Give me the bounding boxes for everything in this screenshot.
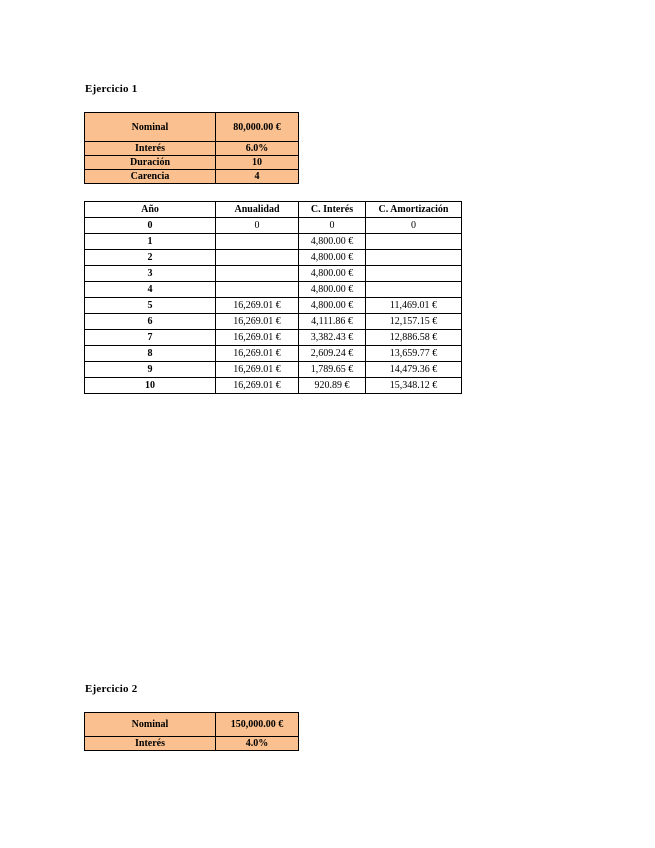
cell-ano: 5 bbox=[85, 298, 216, 314]
table-row bbox=[85, 314, 462, 330]
param-label-carencia: Carencia bbox=[85, 170, 216, 184]
cell-anualidad: 16,269.01 € bbox=[216, 362, 299, 378]
param-value-nominal: 150,000.00 € bbox=[216, 713, 299, 737]
param-value-interes: 4.0% bbox=[216, 737, 299, 751]
table-row bbox=[85, 282, 462, 298]
cell-c-amortizacion: 11,469.01 € bbox=[366, 298, 462, 314]
cell-c-amortizacion: 14,479.36 € bbox=[366, 362, 462, 378]
cell-ano: 1 bbox=[85, 234, 216, 250]
cell-ano: 10 bbox=[85, 378, 216, 394]
cell-ano: 3 bbox=[85, 266, 216, 282]
cell-ano: 7 bbox=[85, 330, 216, 346]
table-row bbox=[85, 266, 462, 282]
column-header-anualidad: Anualidad bbox=[216, 202, 299, 218]
cell-c-interes: 2,609.24 € bbox=[299, 346, 366, 362]
cell-c-interes: 4,800.00 € bbox=[299, 250, 366, 266]
ejercicio-1-params-table bbox=[84, 112, 299, 184]
cell-c-interes: 4,111.86 € bbox=[299, 314, 366, 330]
cell-ano: 9 bbox=[85, 362, 216, 378]
cell-c-interes: 0 bbox=[299, 218, 366, 234]
ejercicio-2-title: Ejercicio 2 bbox=[85, 683, 138, 695]
cell-ano: 2 bbox=[85, 250, 216, 266]
cell-c-amortizacion: 12,886.58 € bbox=[366, 330, 462, 346]
param-label-interes: Interés bbox=[85, 142, 216, 156]
cell-anualidad bbox=[216, 282, 299, 298]
cell-anualidad bbox=[216, 266, 299, 282]
cell-c-interes: 3,382.43 € bbox=[299, 330, 366, 346]
ejercicio-1-title: Ejercicio 1 bbox=[85, 83, 138, 95]
cell-c-amortizacion: 15,348.12 € bbox=[366, 378, 462, 394]
cell-anualidad: 16,269.01 € bbox=[216, 298, 299, 314]
param-label-nominal: Nominal bbox=[85, 113, 216, 142]
table-row bbox=[85, 250, 462, 266]
cell-anualidad: 16,269.01 € bbox=[216, 346, 299, 362]
table-row bbox=[85, 298, 462, 314]
cell-c-amortizacion bbox=[366, 250, 462, 266]
cell-ano: 0 bbox=[85, 218, 216, 234]
table-row bbox=[85, 234, 462, 250]
ejercicio-2-params-table bbox=[84, 712, 299, 751]
cell-c-amortizacion: 0 bbox=[366, 218, 462, 234]
param-value-interes: 6.0% bbox=[216, 142, 299, 156]
param-label-duracion: Duración bbox=[85, 156, 216, 170]
table-row bbox=[85, 330, 462, 346]
cell-c-amortizacion: 13,659.77 € bbox=[366, 346, 462, 362]
table-row bbox=[85, 346, 462, 362]
cell-c-amortizacion bbox=[366, 266, 462, 282]
column-header-c-amortizacion: C. Amortización bbox=[366, 202, 462, 218]
param-label-interes: Interés bbox=[85, 737, 216, 751]
cell-anualidad bbox=[216, 250, 299, 266]
cell-c-interes: 4,800.00 € bbox=[299, 234, 366, 250]
cell-c-interes: 920.89 € bbox=[299, 378, 366, 394]
param-value-carencia: 4 bbox=[216, 170, 299, 184]
table-row bbox=[85, 378, 462, 394]
table-row bbox=[85, 218, 462, 234]
cell-anualidad: 16,269.01 € bbox=[216, 330, 299, 346]
cell-anualidad: 16,269.01 € bbox=[216, 378, 299, 394]
param-value-duracion: 10 bbox=[216, 156, 299, 170]
table-row bbox=[85, 362, 462, 378]
cell-c-interes: 4,800.00 € bbox=[299, 282, 366, 298]
cell-c-amortizacion bbox=[366, 234, 462, 250]
column-header-ano: Año bbox=[85, 202, 216, 218]
cell-anualidad: 0 bbox=[216, 218, 299, 234]
cell-ano: 8 bbox=[85, 346, 216, 362]
amortization-table-body bbox=[85, 218, 462, 394]
param-value-nominal: 80,000.00 € bbox=[216, 113, 299, 142]
cell-ano: 4 bbox=[85, 282, 216, 298]
param-label-nominal: Nominal bbox=[85, 713, 216, 737]
cell-anualidad: 16,269.01 € bbox=[216, 314, 299, 330]
cell-c-interes: 1,789.65 € bbox=[299, 362, 366, 378]
column-header-c-interes: C. Interés bbox=[299, 202, 366, 218]
amortization-table bbox=[84, 201, 462, 394]
cell-ano: 6 bbox=[85, 314, 216, 330]
cell-c-interes: 4,800.00 € bbox=[299, 298, 366, 314]
cell-anualidad bbox=[216, 234, 299, 250]
cell-c-amortizacion: 12,157.15 € bbox=[366, 314, 462, 330]
cell-c-amortizacion bbox=[366, 282, 462, 298]
cell-c-interes: 4,800.00 € bbox=[299, 266, 366, 282]
